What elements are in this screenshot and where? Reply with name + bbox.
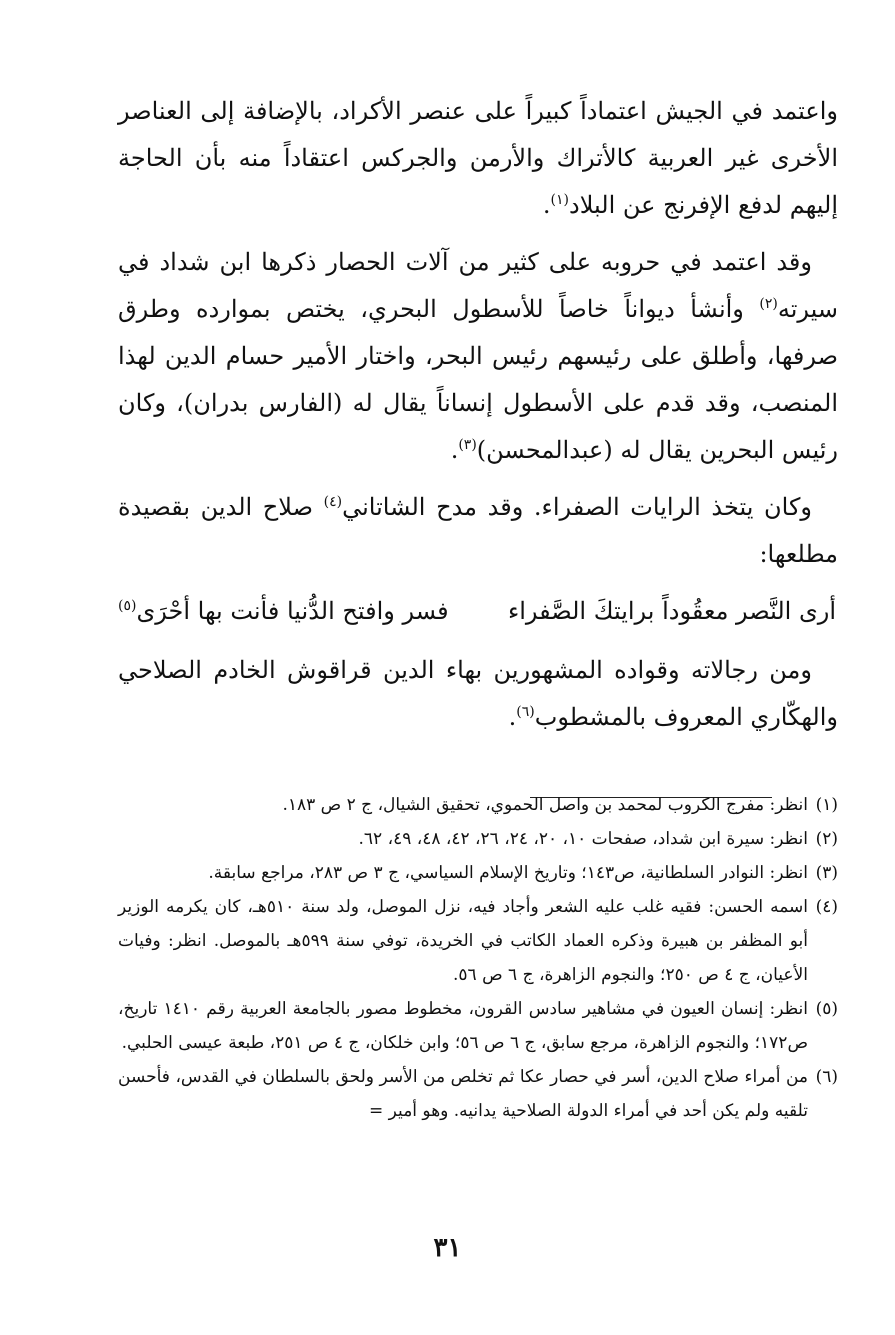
footnote-6 [118,1060,838,1128]
paragraph-text: . [450,436,459,464]
footnote-number: (٢) [815,829,838,849]
paragraph-banners [118,484,838,578]
footnote-number: (٥) [815,999,838,1019]
footnote-text: من أمراء صلاح الدين، أسر في حصار عكا ثم تخلص من الأسر ولحق بالسلطان في القدس، فأحسن تلقيه ولم يكن أحد في أمراء الدولة الصلاحية يدانيه. وهو أمير = [118,1067,808,1121]
verse-second-text: فسر وافتح الدُّنيا فأنت بها أحْرَى [136,597,449,625]
paragraph-army [118,88,838,229]
footnote-text: انظر: سيرة ابن شداد، صفحات ١٠، ٢٠، ٢٤، ٢٦، ٤٢، ٤٨، ٤٩، ٦٢. [358,829,808,849]
footnote-number: (١) [815,795,838,815]
footnote-ref: (١) [550,192,569,208]
footnote-number: (٤) [815,897,838,917]
footnote-ref: (٥) [118,598,137,614]
page-number: ٣١ [433,1233,462,1263]
footnote-ref: (٤) [323,494,343,510]
paragraph-text: وأنشأ ديواناً خاصاً للأسطول البحري، يختص بموارده وطرق صرفها، وأطلق على رئيسهم رئيس البحر، واختار الأمير حسام الدين لهذا المنصب، وقد قدم على الأسطول إنساناً يقال له (الفارس بدران)، وكان رئيس البحرين يقال له (عبدالمحسن) [118,295,838,464]
footnote-number: (٦) [815,1067,838,1087]
paragraph-text: . [542,191,551,219]
footnote-1 [118,788,838,822]
footnote-number: (٣) [815,863,838,883]
footnote-text: اسمه الحسن: فقيه غلب عليه الشعر وأجاد فيه، نزل الموصل، ولد سنة ٥١٠هـ، كان يكرمه الوزير أبو المظفر بن هبيرة وذكره العماد الكاتب في الخريدة، توفي سنة ٥٩٩هـ بالموصل. انظر: وفيات الأعيان، ج ٤ ص ٢٥٠؛ والنجوم الزاهرة، ج ٦ ص ٥٦. [118,897,808,985]
paragraph-fleet [118,239,838,474]
footnotes-section [118,788,838,1128]
verse-first-hemistich: أرى النَّصر معقُوداً برايتكَ الصَّفراء [507,597,836,625]
footnote-ref: (٣) [458,437,477,453]
footnote-text: انظر: إنسان العيون في مشاهير سادس القرون، مخطوط مصور بالجامعة العربية رقم ١٤١٠ تاريخ، ص١٧٢؛ والنجوم الزاهرة، مرجع سابق، ج ٦ ص ٥٦؛ وابن خلكان، ج ٤ ص ٢٥١، طبعة عيسى الحلبي. [118,999,809,1053]
verse-second-hemistich [118,588,449,635]
main-text [118,88,838,751]
footnote-text: انظر: مفرج الكروب لمحمد بن واصل الحموي، تحقيق الشيال، ج ٢ ص ١٨٣. [282,795,808,815]
footnote-4 [118,890,838,992]
paragraph-commanders [118,647,838,741]
footnote-2 [118,822,838,856]
footnote-text: انظر: النوادر السلطانية، ص١٤٣؛ وتاريخ الإسلام السياسي، ج ٣ ص ٢٨٣، مراجع سابقة. [208,863,808,883]
poem-verse [118,588,838,635]
footnote-ref: (٦) [516,704,535,720]
footnote-ref: (٢) [759,296,778,312]
paragraph-text: ومن رجالاته وقواده المشهورين بهاء الدين قراقوش الخادم الصلاحي والهكّاري المعروف بالمشطوب [118,656,838,731]
paragraph-text: صلاح الدين بقصيدة مطلعها: [118,493,838,568]
paragraph-text: واعتمد في الجيش اعتماداً كبيراً على عنصر الأكراد، بالإضافة إلى العناصر الأخرى غير العربية كالأتراك والأرمن والجركس اعتقاداً منه بأن الحاجة إليهم لدفع الإفرنج عن البلاد [118,97,839,219]
paragraph-text: . [508,703,517,731]
paragraph-text: وكان يتخذ الرايات الصفراء. وقد مدح الشاتاني [342,493,812,521]
paragraph-text: وقد اعتمد في حروبه على كثير من آلات الحصار ذكرها ابن شداد في سيرته [118,248,838,323]
footnote-5 [118,992,838,1060]
footnote-3 [118,856,838,890]
